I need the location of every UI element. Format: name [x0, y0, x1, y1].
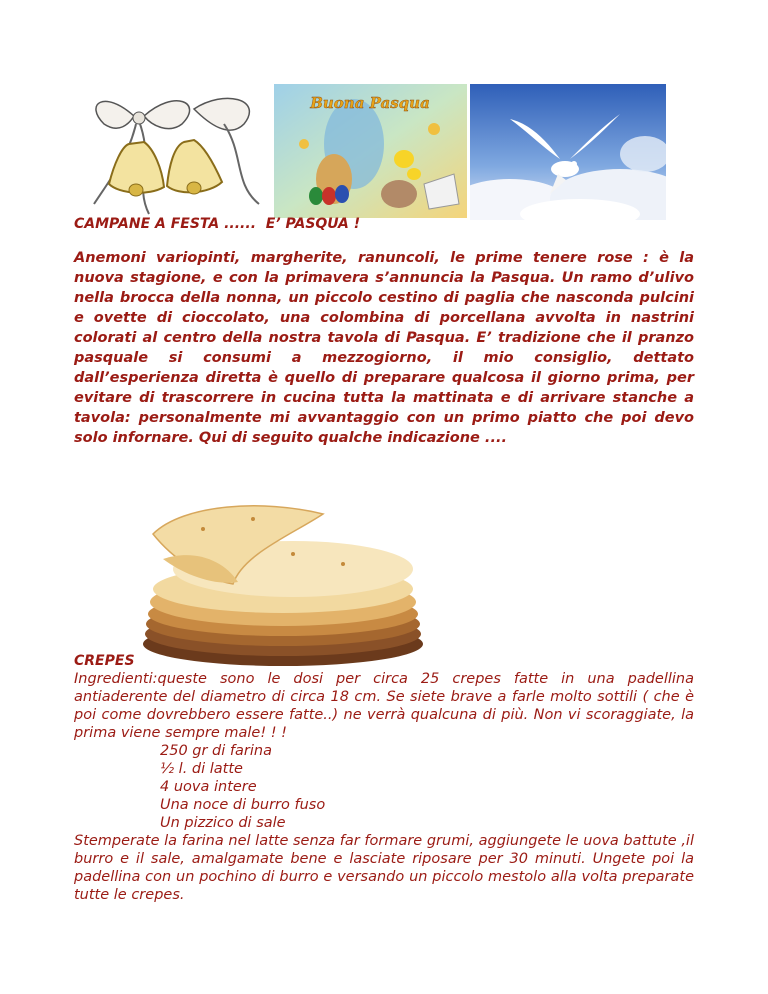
buona-pasqua-caption: Buona Pasqua: [310, 94, 430, 112]
ingredients-intro: Ingredienti:queste sono le dosi per circa 25 crepes fatte in una padellina antiaderente del diametro di circa 18 cm. Se siete brave a farle molto sottili ( che è poi come dovrebbero essere fatte..) ne verrà qualcuna di più. Non vi scoraggiate, la prima viene sempre male! ! !: [74, 671, 694, 741]
method-paragraph: Stemperate la farina nel latte senza far formare grumi, aggiungete le uova battute ,il burro e il sale, amalgamate bene e lasciate riposare per 30 minuti. Ungete poi la padellina con un pochino di burro e versando un piccolo mestolo alla volta preparate tutte le crepes.: [74, 833, 694, 903]
ingredient-item: Un pizzico di sale: [160, 815, 286, 831]
easter-bells-image: [74, 84, 272, 220]
crepes-image: [143, 474, 429, 670]
intro-paragraph: Anemoni variopinti, margherite, ranuncoli, le prime tenere rose : è la nuova stagione, e con la primavera s’annuncia la Pasqua. Un ramo d’ulivo nella brocca della nonna, un piccolo cestino di paglia che nasconda pulcini e ovette di cioccolato, una colombina di porcellana avvolta in nastrini colorati al centro della nostra tavola di Pasqua. E’ tradizione che il pranzo pasquale si consumi a mezzogiorno, il mio consiglio, dettato dall’esperienza diretta è quello di preparare qualcosa il giorno prima, per evitare di trascorrere in cucina tutta la mattinata e di arrivare stanche a tavola: personalmente mi avvantaggio con un primo piatto che poi devo solo infornare. Qui di seguito qualche indicazione ....: [74, 250, 694, 446]
buona-pasqua-image: [274, 84, 467, 218]
recipe-title: CREPES: [74, 653, 135, 669]
ingredient-item: 250 gr di farina: [160, 743, 272, 759]
ingredient-item: 4 uova intere: [160, 779, 257, 795]
ingredient-item: ½ l. di latte: [160, 761, 243, 777]
page-title: CAMPANE A FESTA ...... E’ PASQUA !: [74, 216, 361, 232]
dove-image: [470, 84, 666, 220]
ingredients-list: [160, 742, 325, 832]
ingredient-item: Una noce di burro fuso: [160, 797, 326, 813]
